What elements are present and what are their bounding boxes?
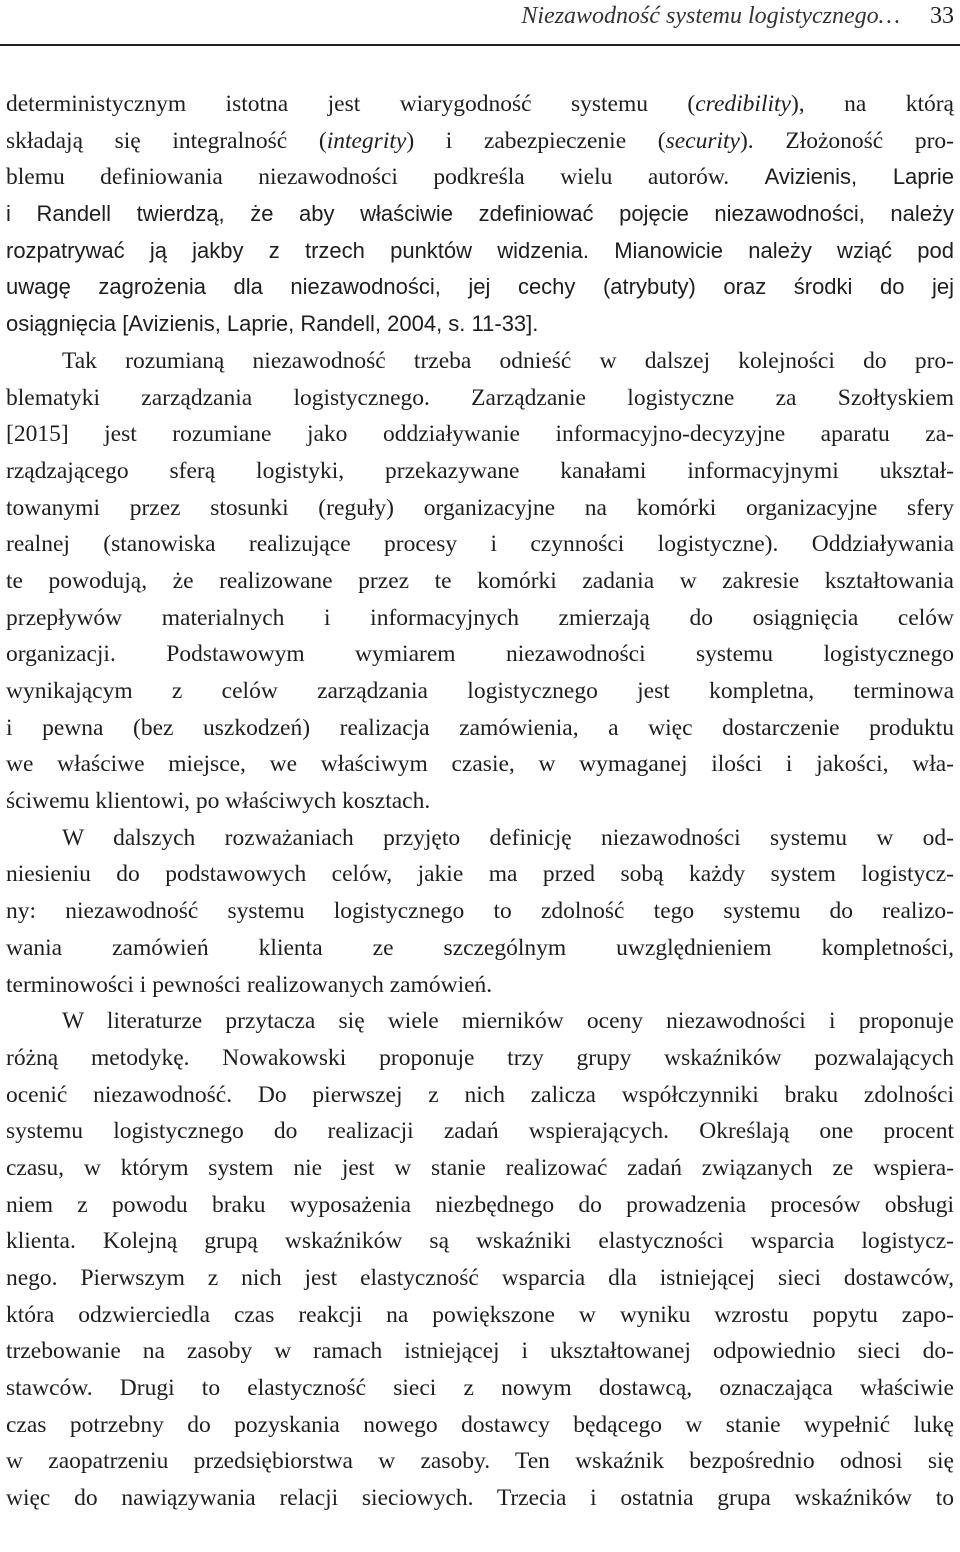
text-line bbox=[6, 86, 954, 123]
text-segment: uwagę zagrożenia dla niezawodności, jej cechy (atrybuty) oraz środki do jej bbox=[6, 274, 954, 300]
text-segment: niesieniu do podstawowych celów, jakie ma przed sobą każdy system logistycz- bbox=[6, 861, 954, 888]
text-segment: przepływów materialnych i informacyjnych zmierzają do osiągnięcia celów bbox=[6, 604, 954, 631]
text-segment: blematyki zarządzania logistycznego. Zarządzanie logistyczne za Szołtyskiem bbox=[6, 384, 954, 411]
text-segment: [2015] jest rozumiane jako oddziaływanie informacyjno-decyzyjne aparatu za- bbox=[6, 421, 954, 448]
text-line bbox=[6, 233, 954, 270]
text-segment: która odzwierciedla czas reakcji na powiększone w wyniku wzrostu popytu zapo- bbox=[6, 1301, 954, 1328]
text-segment: realnej (stanowiska realizujące procesy i czynności logistyczne). Oddziaływania bbox=[6, 531, 954, 558]
text-segment: integrity bbox=[326, 127, 407, 154]
text-segment: ściwemu klientowi, po właściwych kosztach. bbox=[6, 788, 431, 815]
text-segment: i pewna (bez uszkodzeń) realizacja zamówienia, a więc dostarczenie produktu bbox=[6, 714, 954, 741]
text-line bbox=[6, 710, 954, 747]
page-number: 33 bbox=[930, 3, 954, 29]
text-line bbox=[6, 856, 954, 893]
text-line bbox=[6, 1040, 954, 1077]
text-line bbox=[6, 1443, 954, 1480]
text-line bbox=[6, 746, 954, 783]
text-line bbox=[6, 526, 954, 563]
text-segment: systemu logistycznego do realizacji zadań wspierających. Określają one procent bbox=[6, 1118, 954, 1145]
text-segment: czas potrzebny do pozyskania nowego dostawcy będącego w stanie wypełnić lukę bbox=[6, 1411, 954, 1438]
text-line bbox=[6, 1260, 954, 1297]
text-line bbox=[6, 563, 954, 600]
text-segment: ), na którą bbox=[790, 91, 954, 117]
text-segment: ny: niezawodność systemu logistycznego to zdolność tego systemu do realizo- bbox=[6, 898, 954, 925]
page-header bbox=[0, 0, 960, 46]
text-segment: Tak rozumianą niezawodność trzeba odnieść w dalszej kolejności do pro- bbox=[62, 347, 954, 374]
text-line bbox=[6, 159, 954, 196]
text-segment: credibility bbox=[695, 91, 791, 117]
text-segment: wania zamówień klienta ze szczególnym uwzględnieniem kompletności, bbox=[6, 934, 954, 961]
text-line bbox=[6, 1223, 954, 1260]
text-segment: różną metodykę. Nowakowski proponuje trzy grupy wskaźników pozwalających bbox=[6, 1044, 954, 1071]
text-line bbox=[6, 269, 954, 306]
text-segment: wynikającym z celów zarządzania logistycznego jest kompletna, terminowa bbox=[6, 678, 954, 704]
text-segment: security bbox=[665, 127, 740, 154]
text-segment: we właściwe miejsce, we właściwym czasie, w wymaganej ilości i jakości, wła- bbox=[6, 751, 954, 778]
text-line bbox=[6, 1150, 954, 1187]
running-title: Niezawodność systemu logistycznego… bbox=[521, 3, 900, 29]
body-text bbox=[6, 86, 954, 1517]
text-line bbox=[6, 453, 954, 490]
text-segment: klienta. Kolejną grupą wskaźników są wskaźniki elastyczności wsparcia logistycz- bbox=[6, 1228, 954, 1255]
text-segment: deterministycznym istotna jest wiarygodność systemu ( bbox=[6, 91, 696, 117]
text-segment: rządzającego sferą logistyki, przekazywane kanałami informacyjnymi ukształ- bbox=[6, 457, 954, 484]
text-line bbox=[6, 1407, 954, 1444]
text-segment: Avizienis, Laprie bbox=[764, 164, 954, 190]
text-line bbox=[6, 343, 954, 380]
text-line bbox=[6, 600, 954, 637]
text-line bbox=[6, 123, 954, 160]
text-segment: towanymi przez stosunki (reguły) organizacyjne na komórki organizacyjne sfery bbox=[6, 494, 954, 521]
text-segment: osiągnięcia [Avizienis, Laprie, Randell, 2004, s. 11-33]. bbox=[6, 311, 539, 337]
text-segment: ) i zabezpieczenie ( bbox=[406, 127, 666, 154]
text-segment: czasu, w którym system nie jest w stanie realizować zadań związanych ze wspiera- bbox=[6, 1154, 954, 1181]
text-line bbox=[6, 967, 954, 1004]
text-line bbox=[6, 820, 954, 857]
text-segment: trzebowanie na zasoby w ramach istniejącej i ukształtowanej odpowiednio sieci do- bbox=[6, 1338, 954, 1365]
text-line bbox=[6, 673, 954, 710]
text-segment: organizacji. Podstawowym wymiarem niezawodności systemu logistycznego bbox=[6, 641, 954, 668]
text-segment: składają się integralność ( bbox=[6, 127, 327, 154]
text-segment: i Randell twierdzą, że aby właściwie zdefiniować pojęcie niezawodności, należy bbox=[6, 201, 954, 227]
text-line bbox=[6, 306, 954, 343]
text-line bbox=[6, 1003, 954, 1040]
text-segment: więc do nawiązywania relacji sieciowych. Trzecia i ostatnia grupa wskaźników to bbox=[6, 1485, 954, 1512]
text-segment: niem z powodu braku wyposażenia niezbędnego do prowadzenia procesów obsługi bbox=[6, 1191, 954, 1218]
text-segment: terminowości i pewności realizowanych zamówień. bbox=[6, 971, 493, 998]
text-line bbox=[6, 1297, 954, 1334]
text-line bbox=[6, 636, 954, 673]
text-segment: W literaturze przytacza się wiele mierników oceny niezawodności i proponuje bbox=[62, 1008, 954, 1035]
text-line bbox=[6, 196, 954, 233]
text-segment: blemu definiowania niezawodności podkreśla wielu autorów. bbox=[6, 164, 765, 191]
text-line bbox=[6, 1113, 954, 1150]
text-segment: w zaopatrzeniu przedsiębiorstwa w zasoby. Ten wskaźnik bezpośrednio odnosi się bbox=[6, 1448, 954, 1475]
text-line bbox=[6, 1333, 954, 1370]
text-line bbox=[6, 1077, 954, 1114]
text-line bbox=[6, 380, 954, 417]
text-line bbox=[6, 490, 954, 527]
text-segment: stawców. Drugi to elastyczność sieci z nowym dostawcą, oznaczająca właściwie bbox=[6, 1375, 954, 1402]
text-segment: nego. Pierwszym z nich jest elastyczność wsparcia dla istniejącej sieci dostawców, bbox=[6, 1265, 954, 1291]
text-line bbox=[6, 893, 954, 930]
text-line bbox=[6, 1187, 954, 1224]
text-segment: W dalszych rozważaniach przyjęto definicję niezawodności systemu w od- bbox=[62, 824, 954, 851]
text-line bbox=[6, 783, 954, 820]
text-segment: rozpatrywać ją jakby z trzech punktów widzenia. Mianowicie należy wziąć pod bbox=[6, 237, 954, 263]
text-segment: te powodują, że realizowane przez te komórki zadania w zakresie kształtowania bbox=[6, 567, 954, 594]
text-segment: ocenić niezawodność. Do pierwszej z nich zalicza współczynniki braku zdolności bbox=[6, 1081, 954, 1108]
text-line bbox=[6, 416, 954, 453]
text-line bbox=[6, 930, 954, 967]
text-line bbox=[6, 1370, 954, 1407]
text-segment: ). Złożoność pro- bbox=[739, 127, 954, 154]
text-line bbox=[6, 1480, 954, 1517]
